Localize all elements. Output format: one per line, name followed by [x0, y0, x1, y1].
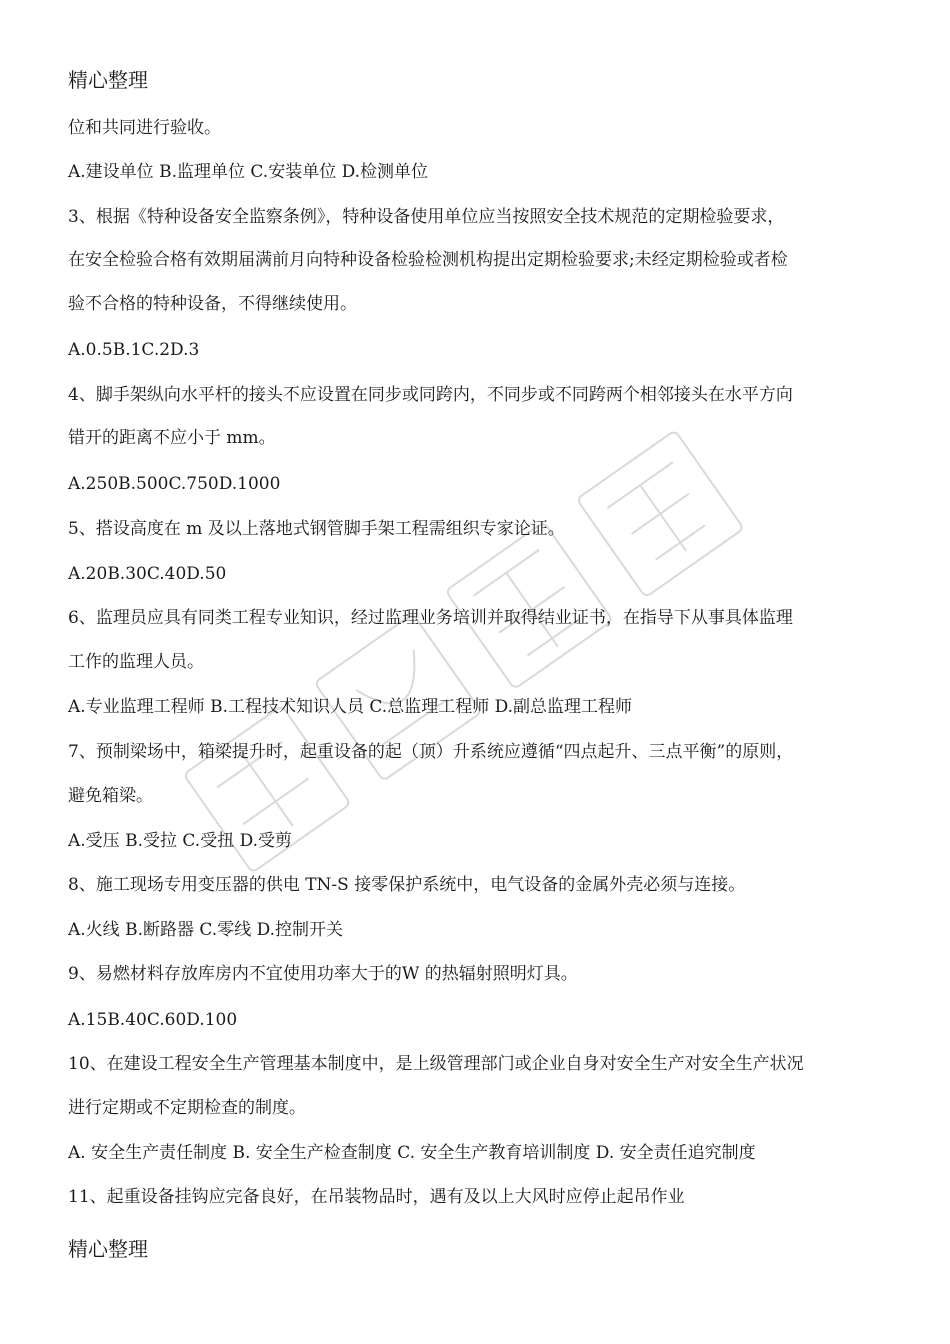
question-text: 11、起重设备挂钩应完备良好，在吊装物品时，遇有及以上大风时应停止起吊作业 — [68, 1187, 685, 1207]
answer-options: A.专业监理工程师 B.工程技术知识人员 C.总监理工程师 D.副总监理工程师 — [68, 697, 633, 717]
answer-options: A.20B.30C.40D.50 — [68, 564, 227, 584]
question-text: 6、监理员应具有同类工程专业知识，经过监理业务培训并取得结业证书，在指导下从事具体监理 — [68, 608, 793, 628]
question-text: 5、搭设高度在 m 及以上落地式钢管脚手架工程需组织专家论证。 — [68, 519, 565, 539]
answer-options: A.受压 B.受拉 C.受扭 D.受剪 — [68, 831, 293, 851]
answer-options: A.建设单位 B.监理单位 C.安装单位 D.检测单位 — [68, 162, 429, 182]
question-text: 7、预制梁场中，箱梁提升时，起重设备的起（顶）升系统应遵循“四点起升、三点平衡”的原则， — [68, 742, 794, 762]
text-line: 位和共同进行验收。 — [68, 118, 221, 138]
question-text: 9、易燃材料存放库房内不宜使用功率大于的W 的热辐射照明灯具。 — [68, 964, 578, 984]
question-text: 错开的距离不应小于 mm。 — [68, 428, 276, 448]
answer-options: A.火线 B.断路器 C.零线 D.控制开关 — [68, 920, 344, 940]
answer-options: A.250B.500C.750D.1000 — [68, 474, 281, 494]
question-text: 在安全检验合格有效期届满前月向特种设备检验检测机构提出定期检验要求;未经定期检验或者检 — [68, 250, 788, 270]
question-text: 验不合格的特种设备，不得继续使用。 — [68, 294, 357, 314]
answer-options: A.0.5B.1C.2D.3 — [68, 340, 200, 360]
question-text: 3、根据《特种设备安全监察条例》，特种设备使用单位应当按照安全技术规范的定期检验要求， — [68, 207, 785, 227]
answer-options: A.15B.40C.60D.100 — [68, 1010, 238, 1030]
page-header: 精心整理 — [68, 68, 148, 92]
watermark-logo — [120, 380, 840, 900]
question-text: 进行定期或不定期检查的制度。 — [68, 1098, 306, 1118]
question-text: 避免箱梁。 — [68, 786, 153, 806]
page-footer: 精心整理 — [68, 1237, 148, 1261]
question-text: 4、脚手架纵向水平杆的接头不应设置在同步或同跨内，不同步或不同跨两个相邻接头在水平方向 — [68, 385, 793, 405]
question-text: 工作的监理人员。 — [68, 652, 204, 672]
answer-options: A. 安全生产责任制度 B. 安全生产检查制度 C. 安全生产教育培训制度 D. 安全责任追究制度 — [68, 1143, 756, 1163]
question-text: 10、在建设工程安全生产管理基本制度中，是上级管理部门或企业自身对安全生产对安全生产状况 — [68, 1054, 804, 1074]
question-text: 8、施工现场专用变压器的供电 TN-S 接零保护系统中，电气设备的金属外壳必须与连接。 — [68, 875, 746, 895]
